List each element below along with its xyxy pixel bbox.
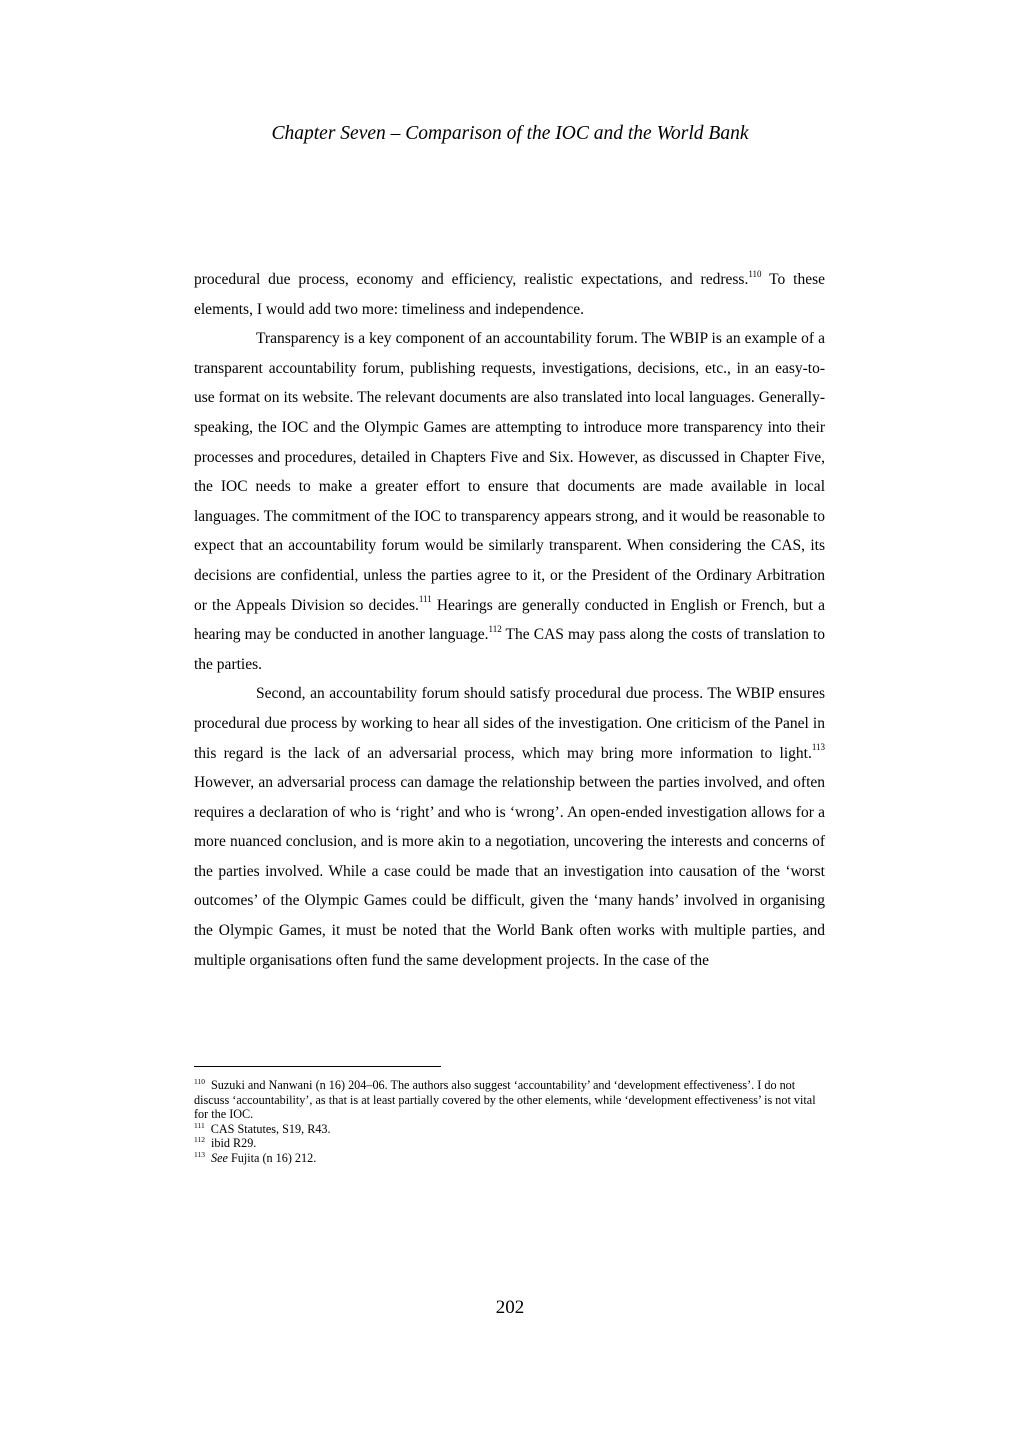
footnote-112 bbox=[194, 1136, 824, 1151]
paragraph-1-text-b: To these elements, I would add two more: timeliness and independence. bbox=[194, 271, 825, 318]
footnote-number: 110 bbox=[194, 1076, 205, 1086]
paragraph-1 bbox=[194, 265, 825, 324]
paragraph-2-text-a: Transparency is a key component of an accountability forum. The WBIP is an example of a transparent accountability forum, publishing requests, investigations, decisions, etc., in an easy-to-use format on its website. The relevant documents are also translated into local languages. Generally-speaking, the IOC and the Olympic Games are attempting to introduce more transparency into their processes and procedures, detailed in Chapters Five and Six. However, as discussed in Chapter Five, the IOC needs to make a greater effort to ensure that documents are made available in local languages. The commitment of the IOC to transparency appears strong, and it would be reasonable to expect that an accountability forum would be similarly transparent. When considering the CAS, its decisions are confidential, unless the parties agree to it, or the President of the Ordinary Arbitration or the Appeals Division so decides. bbox=[194, 330, 825, 614]
paragraph-3-text-a: Second, an accountability forum should satisfy procedural due process. The WBIP ensures procedural due process by working to hear all sides of the investigation. One criticism of the Panel in this regard is the lack of an adversarial process, which may bring more information to light. bbox=[194, 685, 825, 762]
running-header: Chapter Seven – Comparison of the IOC and the World Bank bbox=[271, 123, 749, 144]
paragraph-3-text-b: However, an adversarial process can damage the relationship between the parties involved, and often requires a declaration of who is ‘right’ and who is ‘wrong’. An open-ended investigation allows for a more nuanced conclusion, and is more akin to a negotiation, uncovering the interests and concerns of the parties involved. While a case could be made that an investigation into causation of the ‘worst outcomes’ of the Olympic Games could be difficult, given the ‘many hands’ involved in organising the Olympic Games, it must be noted that the World Bank often works with multiple parties, and multiple organisations often fund the same development projects. In the case of the bbox=[194, 774, 825, 969]
paragraph-2-text-c: The CAS may pass along the costs of translation to the parties. bbox=[194, 626, 825, 673]
page-number: 202 bbox=[495, 1297, 525, 1318]
footnote-ref-110[interactable]: 110 bbox=[748, 268, 762, 279]
footnote-113 bbox=[194, 1151, 824, 1166]
footnote-separator bbox=[194, 1066, 441, 1067]
footnote-number: 111 bbox=[194, 1120, 205, 1130]
footnote-111 bbox=[194, 1122, 824, 1137]
footnote-ref-113[interactable]: 113 bbox=[811, 742, 825, 753]
footnote-signal: See bbox=[210, 1150, 228, 1165]
footnote-text: ibid R29. bbox=[210, 1136, 257, 1151]
footnote-text: Suzuki and Nanwani (n 16) 204–06. The authors also suggest ‘accountability’ and ‘development effectiveness’. I do not discuss ‘accountability’, as that is at least partially covered by the other elements, while ‘development effectiveness’ is not vital for the IOC. bbox=[194, 1078, 816, 1122]
paragraph-2 bbox=[194, 324, 825, 679]
paragraph-2-text-b: Hearings are generally conducted in English or French, but a hearing may be conducted in another language. bbox=[194, 596, 825, 644]
footnote-number: 113 bbox=[194, 1149, 205, 1159]
paragraph-1-text-a: procedural due process, economy and efficiency, realistic expectations, and redress. bbox=[194, 271, 749, 288]
footnote-110 bbox=[194, 1078, 824, 1122]
footnote-text: Fujita (n 16) 212. bbox=[227, 1150, 317, 1165]
footnote-number: 112 bbox=[194, 1135, 205, 1145]
footnote-text: CAS Statutes, S19, R43. bbox=[210, 1121, 331, 1136]
paragraph-3 bbox=[194, 679, 825, 975]
footnote-ref-111[interactable]: 111 bbox=[418, 594, 432, 605]
body-text bbox=[194, 265, 825, 975]
footnote-ref-112[interactable]: 112 bbox=[488, 623, 502, 634]
footnotes bbox=[194, 1078, 824, 1166]
